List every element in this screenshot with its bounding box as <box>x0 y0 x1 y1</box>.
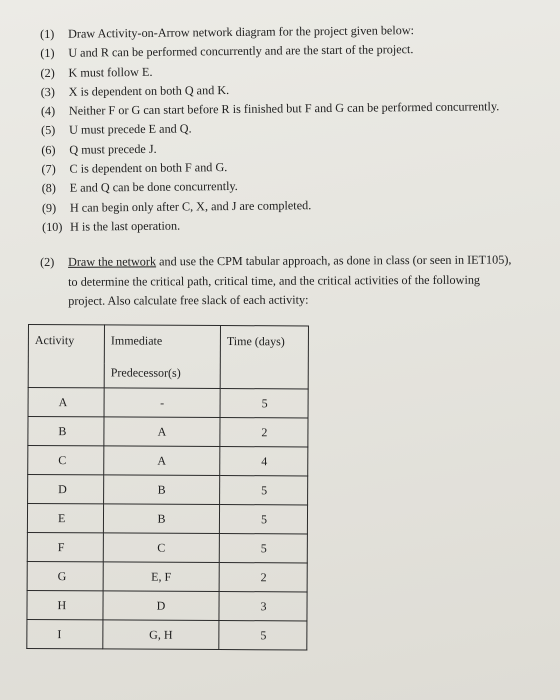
cell-predecessor: A <box>104 446 220 476</box>
list-text: H is the last operation. <box>70 218 181 234</box>
cell-predecessor: A <box>104 417 220 447</box>
list-number: (1) <box>40 26 55 41</box>
cell-time: 5 <box>219 505 307 534</box>
list-text: U and R can be performed concurrently and are the start of the project. <box>68 42 414 61</box>
cell-time: 3 <box>219 592 307 621</box>
list-number: (7) <box>41 161 56 177</box>
cell-activity: G <box>27 561 103 590</box>
cell-activity: B <box>28 417 104 446</box>
cell-predecessor: D <box>103 591 219 621</box>
cell-activity: D <box>28 475 104 504</box>
list-number: (10) <box>42 219 63 234</box>
cell-time: 5 <box>220 476 308 505</box>
cell-activity: F <box>27 532 103 561</box>
table-row <box>27 532 307 562</box>
cell-activity: C <box>28 446 104 475</box>
activity-table-wrapper <box>26 324 309 650</box>
list-number: (2) <box>40 65 55 80</box>
cell-activity: H <box>27 590 103 619</box>
activity-table <box>26 324 309 650</box>
question-2-text <box>68 250 540 272</box>
underlined-phrase: Draw the network <box>68 254 157 269</box>
cell-time: 5 <box>219 534 307 563</box>
cell-time: 2 <box>219 563 307 592</box>
table-row <box>27 504 307 534</box>
table-header-row <box>28 325 308 365</box>
cell-time: 2 <box>220 418 308 447</box>
list-number: (1) <box>40 46 55 61</box>
table-header-row <box>28 363 308 389</box>
question-2-text-rest: and use the CPM tabular approach, as done in class (or seen in IET105), <box>156 252 512 269</box>
table-row <box>27 590 307 620</box>
header-predecessor-line-1: Immediate <box>104 325 220 364</box>
question-2 <box>40 250 540 311</box>
list-text: Neither F or G can start before R is finished but F and G can be performed concurrently. <box>68 99 500 118</box>
cell-predecessor: - <box>104 388 220 418</box>
list-text: X is dependent on both Q and K. <box>68 82 230 99</box>
table-row <box>28 446 308 476</box>
cell-activity: A <box>28 388 104 417</box>
table-row <box>28 475 308 505</box>
list-number: (4) <box>40 104 56 119</box>
list-text: H can begin only after C, X, and J are completed. <box>69 197 312 215</box>
cell-predecessor: G, H <box>103 620 219 650</box>
table-row <box>27 561 307 591</box>
list-text: C is dependent on both F and G. <box>69 160 228 176</box>
cell-time: 5 <box>219 621 307 650</box>
question-2-text: to determine the critical path, critical time, and the critical activities of the following <box>68 272 481 289</box>
cell-activity: E <box>27 504 103 533</box>
cell-predecessor: B <box>103 504 219 534</box>
question-2-text: project. Also calculate free slack of each activity: <box>68 292 309 308</box>
cell-predecessor: B <box>104 475 220 505</box>
question-2-line-3 <box>40 289 540 311</box>
table-row <box>28 417 308 447</box>
list-number: (6) <box>41 142 56 157</box>
cell-time: 5 <box>220 389 308 418</box>
header-activity: Activity <box>28 325 104 364</box>
question-1-list <box>40 20 542 237</box>
cell-time: 4 <box>220 447 308 476</box>
list-text: Q must precede J. <box>69 141 157 157</box>
list-number: (9) <box>41 200 57 215</box>
list-number: (3) <box>40 84 55 99</box>
cell-predecessor: E, F <box>103 562 219 592</box>
question-2-line-1 <box>40 250 540 272</box>
question-2-line-2 <box>40 270 540 292</box>
question-number: (2) <box>40 254 55 269</box>
cell-activity: I <box>27 619 103 648</box>
list-text: K must follow E. <box>68 64 153 80</box>
table-row <box>27 619 307 649</box>
cell-predecessor: C <box>103 533 219 563</box>
list-text: Draw Activity-on-Arrow network diagram for the project given below: <box>68 23 415 41</box>
table-row <box>28 388 308 418</box>
list-number: (5) <box>41 123 56 138</box>
list-item <box>42 213 542 238</box>
list-number: (8) <box>41 181 57 196</box>
list-text: E and Q can be done concurrently. <box>69 179 238 196</box>
list-text: U must precede E and Q. <box>69 121 192 138</box>
header-time: Time (days) <box>220 326 308 365</box>
header-predecessor-line-2: Predecessor(s) <box>104 363 220 388</box>
